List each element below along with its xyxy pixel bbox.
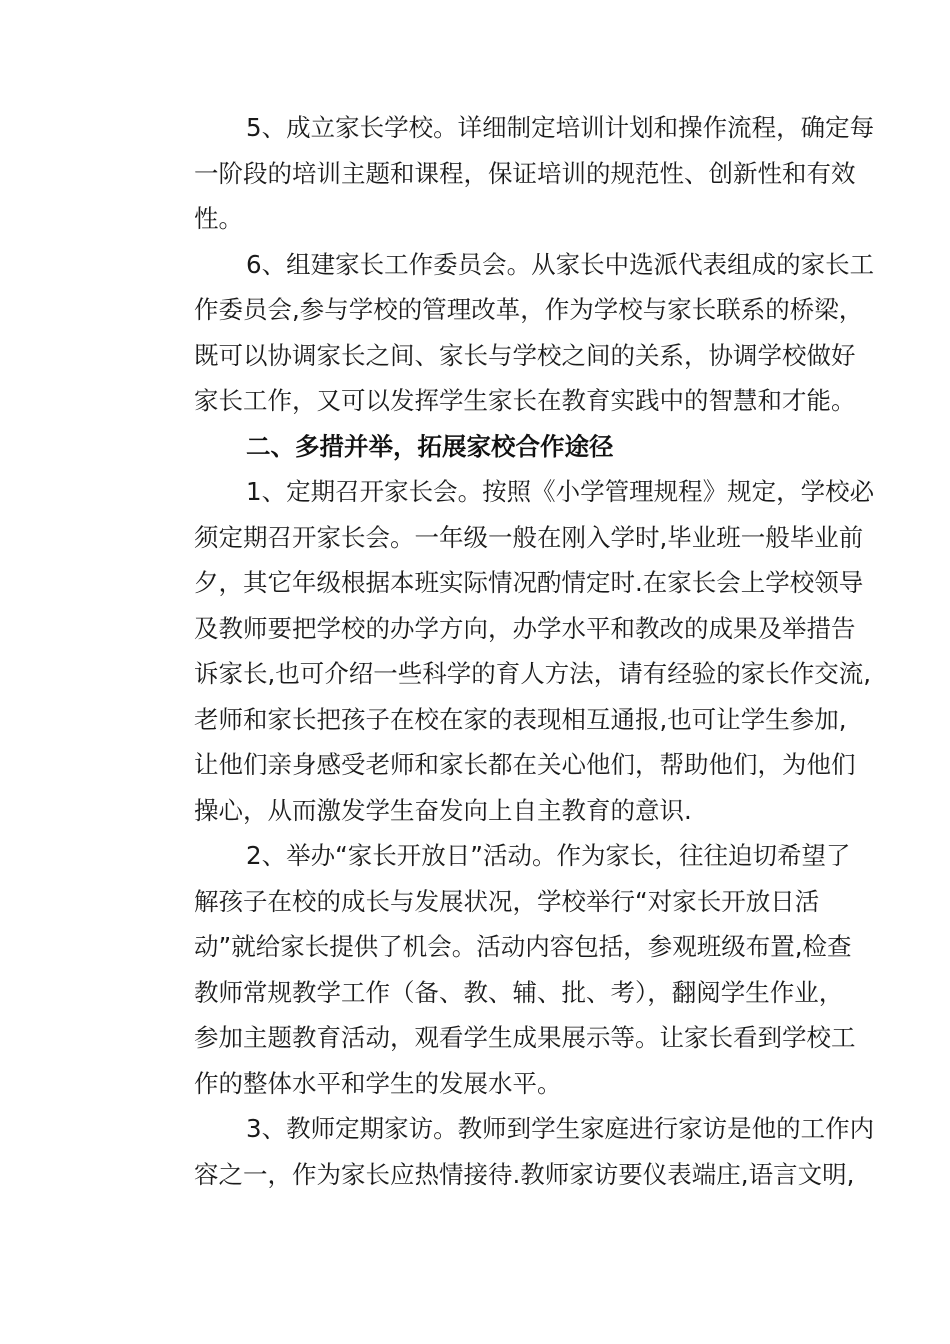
paragraph-open-day — [140, 833, 856, 1106]
text-line: 老师和家长把孩子在校在家的表现相互通报,也可让学生参加, — [194, 704, 847, 734]
text-line: 操心，从而激发学生奋发向上自主教育的意识. — [194, 795, 692, 825]
text-line: 6、组建家长工作委员会。从家长中选派代表组成的家长工 — [246, 249, 875, 279]
text-line: 一阶段的培训主题和课程，保证培训的规范性、创新性和有效 — [194, 158, 856, 188]
document-body — [140, 105, 875, 1197]
text-line: 1、定期召开家长会。按照《小学管理规程》规定，学校必 — [246, 477, 875, 506]
text-line: 家长工作，又可以发挥学生家长在教育实践中的智慧和才能。 — [194, 386, 856, 415]
text-line: 既可以协调家长之间、家长与学校之间的关系，协调学校做好 — [194, 340, 856, 370]
text-line: 让他们亲身感受老师和家长都在关心他们，帮助他们，为他们 — [194, 750, 856, 779]
text-line: 5、成立家长学校。详细制定培训计划和操作流程，确定每 — [246, 113, 875, 142]
paragraph-parent-meeting — [140, 469, 875, 833]
text-line: 作委员会,参与学校的管理改革，作为学校与家长联系的桥梁， — [194, 295, 864, 324]
text-line: 及教师要把学校的办学方向，办学水平和教改的成果及举措告 — [194, 613, 856, 643]
text-line: 性。 — [194, 204, 243, 233]
text-line: 2、举办“家长开放日”活动。作为家长，往往迫切希望了 — [246, 841, 851, 870]
text-line: 诉家长,也可介绍一些科学的育人方法，请有经验的家长作交流, — [194, 659, 872, 688]
text-line: 容之一，作为家长应热情接待.教师家访要仪表端庄,语言文明, — [194, 1159, 855, 1189]
text-line: 作的整体水平和学生的发展水平。 — [194, 1068, 562, 1098]
paragraph-6 — [140, 242, 875, 424]
text-line: 夕，其它年级根据本班实际情况酌情定时.在家长会上学校领导 — [194, 568, 864, 597]
text-line: 须定期召开家长会。一年级一般在刚入学时,毕业班一般毕业前 — [194, 522, 864, 552]
paragraph-5 — [140, 105, 875, 242]
paragraph-home-visit — [140, 1106, 875, 1197]
text-line: 动”就给家长提供了机会。活动内容包括，参观班级布置,检查 — [194, 932, 852, 961]
text-line: 教师常规教学工作（备、教、辅、批、考），翻阅学生作业， — [194, 977, 844, 1007]
text-line: 参加主题教育活动，观看学生成果展示等。让家长看到学校工 — [194, 1023, 856, 1052]
text-line: 3、教师定期家访。教师到学生家庭进行家访是他的工作内 — [246, 1114, 875, 1143]
heading-text: 二、多措并举，拓展家校合作途径 — [246, 431, 614, 461]
text-line: 解孩子在校的成长与发展状况，学校举行“对家长开放日活 — [194, 886, 820, 916]
section-heading — [140, 424, 820, 470]
